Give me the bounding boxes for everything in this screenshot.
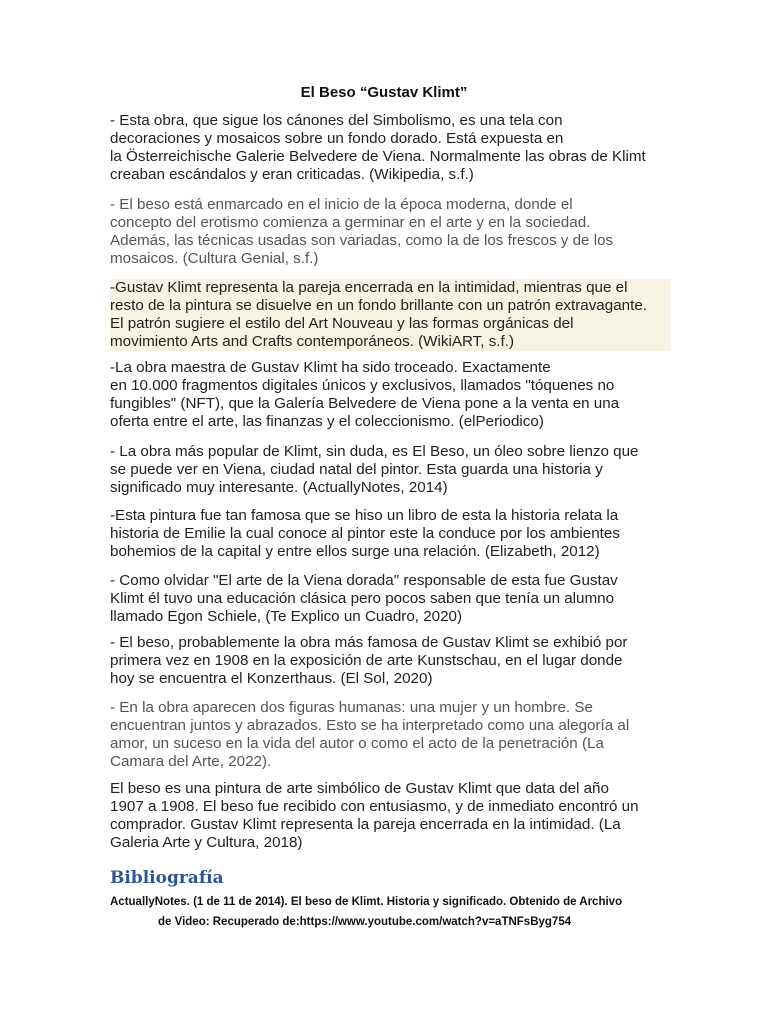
paragraph-line: -Gustav Klimt representa la pareja encerrada en la intimidad, mientras que el bbox=[110, 279, 670, 297]
paragraph-line: bohemios de la capital y entre ellos surge una relación. (Elizabeth, 2012) bbox=[110, 543, 600, 560]
paragraph-line: mosaicos. (Cultura Genial, s.f.) bbox=[110, 250, 319, 267]
paragraph-line: comprador. Gustav Klimt representa la pareja encerrada en la intimidad. (La bbox=[110, 816, 621, 833]
bibliography-heading: Bibliografía bbox=[110, 868, 224, 888]
bibliography-entry-line2: de Video: Recuperado de:https://www.youtube.com/watch?v=aTNFsByg754 bbox=[158, 916, 572, 928]
paragraph-3 bbox=[110, 279, 670, 351]
paragraph-line: El patrón sugiere el estilo del Art Nouveau y las formas orgánicas del bbox=[110, 315, 670, 333]
paragraph-line: amor, un suceso en la vida del autor o como el acto de la penetración (La bbox=[110, 735, 604, 752]
paragraph-10 bbox=[110, 780, 670, 852]
paragraph-line: - En la obra aparecen dos figuras humanas: una mujer y un hombre. Se bbox=[110, 699, 593, 716]
paragraph-line: primera vez en 1908 en la exposición de arte Kunstschau, en el lugar donde bbox=[110, 652, 623, 669]
paragraph-line: decoraciones y mosaicos sobre un fondo dorado. Está expuesta en bbox=[110, 130, 564, 147]
paragraph-1 bbox=[110, 112, 670, 184]
paragraph-line: movimiento Arts and Crafts contemporáneos. (WikiART, s.f.) bbox=[110, 333, 670, 351]
paragraph-line: Además, las técnicas usadas son variadas, como la de los frescos y de los bbox=[110, 232, 614, 249]
paragraph-line: - Esta obra, que sigue los cánones del Simbolismo, es una tela con bbox=[110, 112, 563, 129]
paragraph-line: -La obra maestra de Gustav Klimt ha sido troceado. Exactamente bbox=[110, 359, 551, 376]
paragraph-2 bbox=[110, 196, 670, 268]
paragraph-4 bbox=[110, 359, 670, 431]
paragraph-line: - Como olvidar "El arte de la Viena dorada" responsable de esta fue Gustav bbox=[110, 572, 618, 589]
paragraph-line: -Esta pintura fue tan famosa que se hiso un libro de esta la historia relata la bbox=[110, 507, 619, 524]
paragraph-line: concepto del erotismo comienza a germinar en el arte y en la sociedad. bbox=[110, 214, 591, 231]
paragraph-line: resto de la pintura se disuelve en un fondo brillante con un patrón extravagante. bbox=[110, 297, 670, 315]
paragraph-line: Klimt él tuvo una educación clásica pero pocos saben que tenía un alumno bbox=[110, 590, 615, 607]
paragraph-line: oferta entre el arte, las finanzas y el coleccionismo. (elPeriodico) bbox=[110, 413, 544, 430]
paragraph-5 bbox=[110, 443, 670, 497]
paragraph-line: Galeria Arte y Cultura, 2018) bbox=[110, 834, 303, 851]
paragraph-line: 1907 a 1908. El beso fue recibido con entusiasmo, y de inmediato encontró un bbox=[110, 798, 639, 815]
paragraph-7 bbox=[110, 572, 670, 626]
paragraph-line: hoy se encuentra el Konzerthaus. (El Sol, 2020) bbox=[110, 670, 433, 687]
paragraph-line: Camara del Arte, 2022). bbox=[110, 753, 272, 770]
paragraph-6 bbox=[110, 507, 670, 561]
paragraph-line: en 10.000 fragmentos digitales únicos y exclusivos, llamados "tóquenes no bbox=[110, 377, 615, 394]
paragraph-9 bbox=[110, 699, 670, 771]
paragraph-line: llamado Egon Schiele, (Te Explico un Cuadro, 2020) bbox=[110, 608, 463, 625]
bibliography-entry-line1: ActuallyNotes. (1 de 11 de 2014). El beso de Klimt. Historia y significado. Obtenido de Archivo bbox=[110, 896, 623, 908]
paragraph-line: El beso es una pintura de arte simbólico de Gustav Klimt que data del año bbox=[110, 780, 609, 797]
paragraph-line: se puede ver en Viena, ciudad natal del pintor. Esta guarda una historia y bbox=[110, 461, 603, 478]
paragraph-line: fungibles" (NFT), que la Galería Belvedere de Viena pone a la venta en una bbox=[110, 395, 620, 412]
bibliography-entry bbox=[110, 892, 670, 932]
paragraph-line: - El beso está enmarcado en el inicio de la época moderna, donde el bbox=[110, 196, 573, 213]
paragraph-line: significado muy interesante. (ActuallyNotes, 2014) bbox=[110, 479, 448, 496]
paragraph-line: - La obra más popular de Klimt, sin duda, es El Beso, un óleo sobre lienzo que bbox=[110, 443, 639, 460]
paragraph-line: historia de Emilie la cual conoce al pintor este la conduce por los ambientes bbox=[110, 525, 620, 542]
paragraph-line: - El beso, probablemente la obra más famosa de Gustav Klimt se exhibió por bbox=[110, 634, 628, 651]
paragraph-8 bbox=[110, 634, 670, 688]
paragraph-line: encuentran juntos y abrazados. Esto se ha interpretado como una alegoría al bbox=[110, 717, 630, 734]
paragraph-line: la Österreichische Galerie Belvedere de Viena. Normalmente las obras de Klimt bbox=[110, 148, 646, 165]
paragraph-line: creaban escándalos y eran criticadas. (Wikipedia, s.f.) bbox=[110, 166, 474, 183]
document-title: El Beso “Gustav Klimt” bbox=[300, 84, 468, 101]
